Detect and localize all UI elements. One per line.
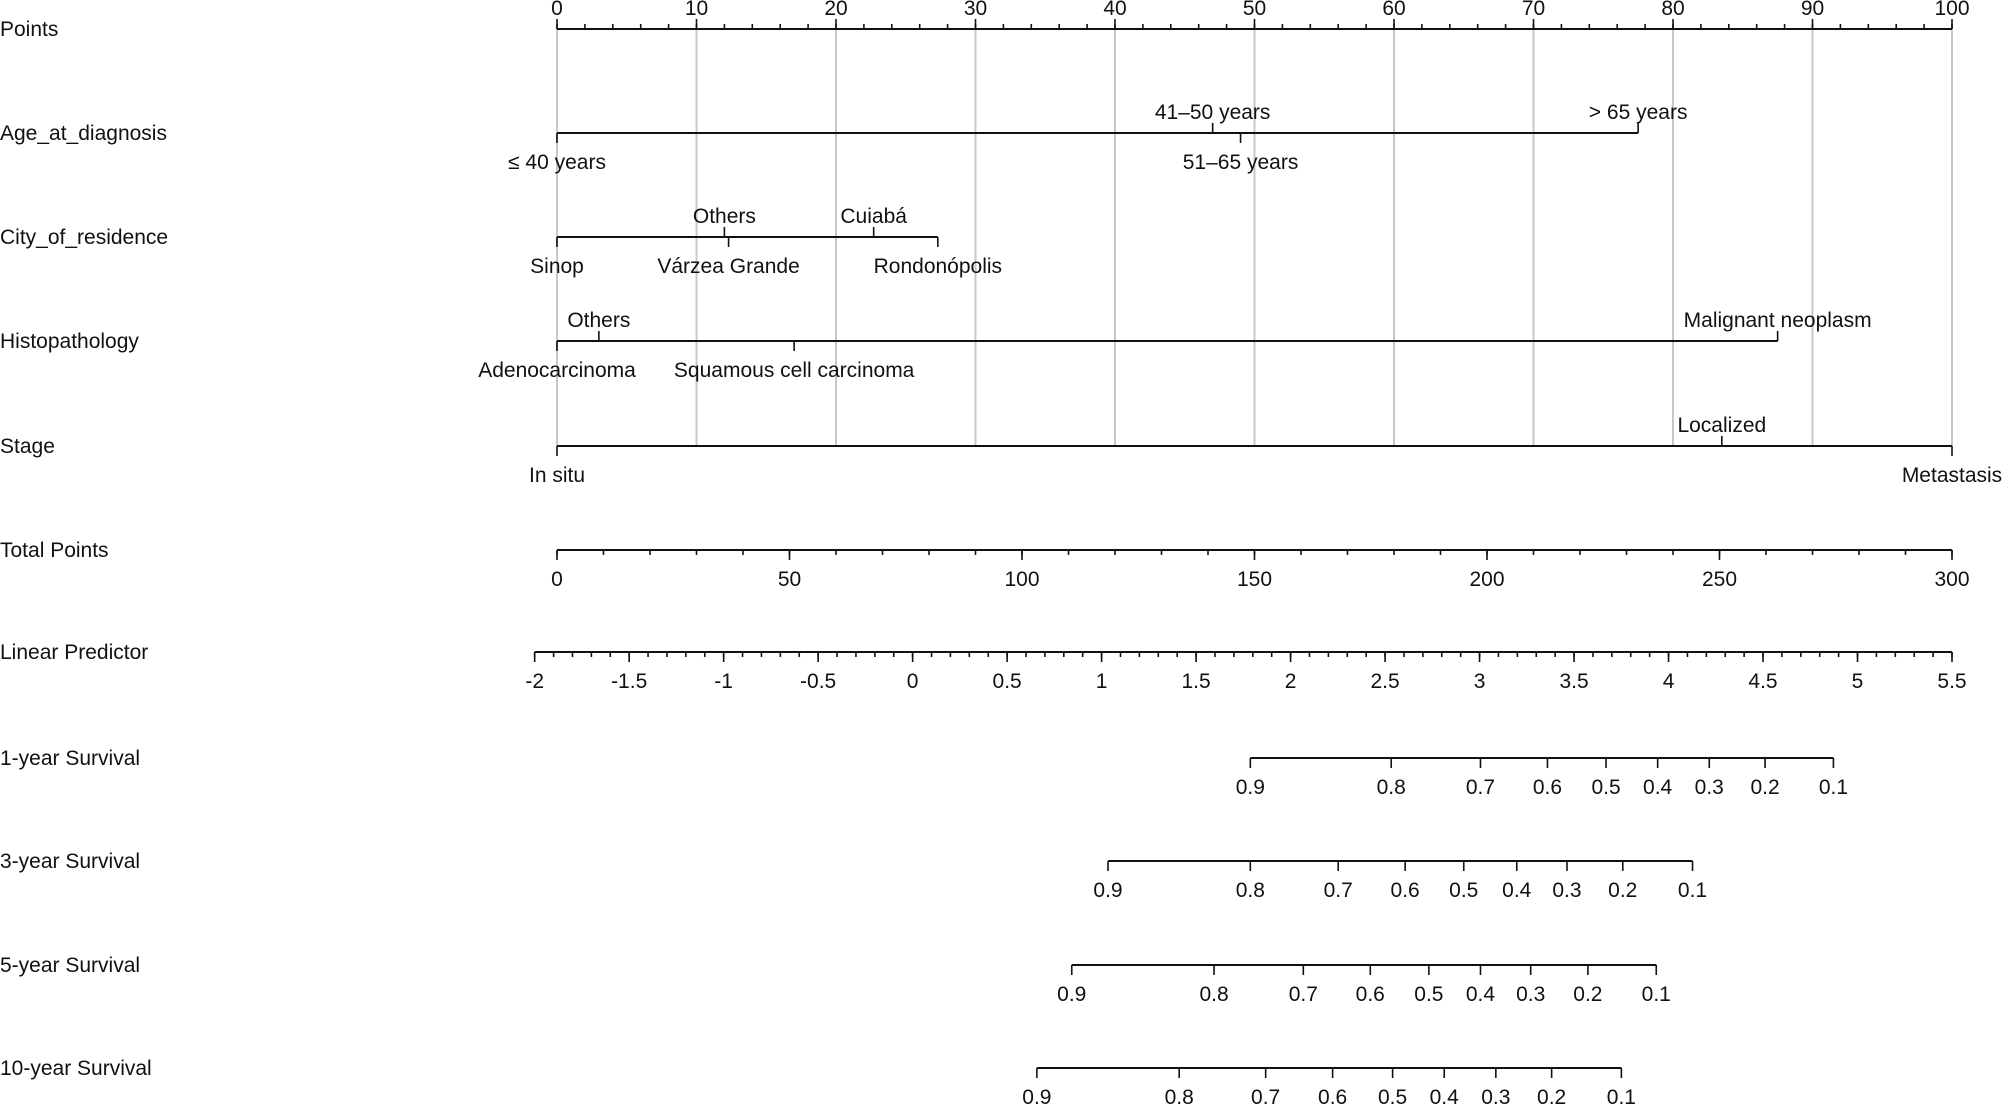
row-label: Total Points	[0, 539, 109, 562]
row-stage	[0, 414, 2002, 487]
level-label: Adenocarcinoma	[478, 359, 636, 382]
survival-label: 0.9	[1235, 776, 1265, 799]
row-label: City_of_residence	[0, 226, 169, 249]
survival-label: 0.9	[1057, 983, 1087, 1006]
tick-label: 50	[1242, 0, 1267, 20]
survival-label: 0.6	[1318, 1086, 1348, 1105]
survival-label: 0.6	[1532, 776, 1563, 799]
level-label: Squamous cell carcinoma	[673, 359, 915, 382]
survival-label: 0.3	[1552, 879, 1582, 902]
tick-label: 20	[824, 0, 848, 20]
tick-label: -0.5	[800, 670, 837, 693]
survival-label: 0.3	[1694, 776, 1724, 799]
survival-label: 0.2	[1750, 776, 1780, 799]
level-label: Metastasis	[1901, 464, 2003, 487]
row-1-year-survival	[0, 747, 1848, 799]
row-label: Linear Predictor	[0, 641, 149, 664]
tick-label: 90	[1800, 0, 1825, 20]
survival-label: 0.9	[1022, 1086, 1052, 1105]
survival-label: 0.3	[1481, 1086, 1511, 1105]
row-5-year-survival	[0, 954, 1671, 1006]
survival-label: 0.4	[1429, 1086, 1459, 1105]
tick-label: 0	[551, 0, 563, 20]
tick-label: 40	[1103, 0, 1127, 20]
survival-label: 0.8	[1376, 776, 1406, 799]
level-label: Várzea Grande	[657, 255, 800, 278]
tick-label: 0	[551, 568, 563, 591]
row-points	[0, 0, 1970, 41]
survival-label: 0.6	[1390, 879, 1420, 902]
tick-label: 4	[1662, 670, 1675, 693]
row-linear-predictor	[0, 641, 1967, 693]
survival-label: 0.1	[1677, 879, 1708, 902]
tick-label: -1	[714, 670, 733, 693]
level-label: > 65 years	[1588, 101, 1688, 124]
row-label: 1-year Survival	[0, 747, 141, 770]
survival-label: 0.2	[1537, 1086, 1567, 1105]
survival-label: 0.1	[1641, 983, 1671, 1006]
level-label: In situ	[528, 464, 586, 487]
tick-label: 150	[1236, 568, 1273, 591]
tick-label: 50	[777, 568, 802, 591]
row-age-at-diagnosis	[0, 101, 1687, 174]
survival-label: 0.7	[1323, 879, 1353, 902]
survival-label: 0.3	[1516, 983, 1546, 1006]
survival-label: 0.1	[1818, 776, 1849, 799]
tick-label: 3	[1473, 670, 1486, 693]
survival-label: 0.5	[1378, 1086, 1408, 1105]
tick-label: 1.5	[1181, 670, 1211, 693]
tick-label: 80	[1661, 0, 1685, 20]
row-label: Stage	[0, 435, 55, 458]
tick-label: 3.5	[1559, 670, 1589, 693]
survival-label: 0.4	[1643, 776, 1673, 799]
level-label: Others	[692, 205, 756, 228]
tick-label: 0	[906, 670, 919, 693]
tick-label: 5.5	[1937, 670, 1967, 693]
row-label: Points	[0, 18, 59, 41]
tick-label: 10	[684, 0, 709, 20]
row-histopathology	[0, 309, 1872, 382]
tick-label: 300	[1934, 568, 1970, 591]
row-label: Histopathology	[0, 330, 139, 353]
level-label: 51–65 years	[1182, 151, 1299, 174]
tick-label: 30	[963, 0, 988, 20]
row-label: 3-year Survival	[0, 850, 141, 873]
tick-label: 60	[1382, 0, 1406, 20]
tick-label: 0.5	[992, 670, 1022, 693]
level-label: Cuiabá	[840, 205, 907, 228]
tick-label: 2	[1284, 670, 1297, 693]
survival-label: 0.8	[1235, 879, 1265, 902]
tick-label: 2.5	[1370, 670, 1400, 693]
survival-label: 0.5	[1449, 879, 1479, 902]
survival-label: 0.2	[1573, 983, 1603, 1006]
tick-label: 100	[1004, 568, 1040, 591]
survival-label: 0.9	[1093, 879, 1123, 902]
row-label: 5-year Survival	[0, 954, 141, 977]
tick-label: -1.5	[611, 670, 648, 693]
survival-label: 0.1	[1606, 1086, 1636, 1105]
row-10-year-survival	[0, 1057, 1636, 1105]
tick-label: 100	[1934, 0, 1970, 20]
survival-label: 0.7	[1251, 1086, 1281, 1105]
survival-label: 0.6	[1355, 983, 1385, 1006]
row-3-year-survival	[0, 850, 1707, 902]
survival-label: 0.5	[1591, 776, 1621, 799]
tick-label: -2	[525, 670, 545, 693]
survival-label: 0.7	[1288, 983, 1318, 1006]
level-label: Rondonópolis	[873, 255, 1003, 278]
survival-label: 0.5	[1414, 983, 1444, 1006]
level-label: Localized	[1677, 414, 1767, 437]
level-label: 41–50 years	[1154, 101, 1271, 124]
tick-label: 250	[1701, 568, 1738, 591]
level-label: Others	[567, 309, 631, 332]
tick-label: 5	[1851, 670, 1864, 693]
row-label: 10-year Survival	[0, 1057, 152, 1080]
level-label: Sinop	[530, 255, 584, 278]
survival-label: 0.2	[1608, 879, 1638, 902]
level-label: ≤ 40 years	[508, 151, 606, 174]
survival-label: 0.4	[1465, 983, 1496, 1006]
level-label: Malignant neoplasm	[1683, 309, 1872, 332]
row-city-of-residence	[0, 205, 1002, 278]
tick-label: 4.5	[1748, 670, 1778, 693]
tick-label: 70	[1521, 0, 1546, 20]
survival-label: 0.4	[1502, 879, 1532, 902]
row-total-points	[0, 539, 1970, 591]
row-label: Age_at_diagnosis	[0, 122, 167, 145]
survival-label: 0.8	[1199, 983, 1229, 1006]
tick-label: 1	[1095, 670, 1108, 693]
survival-label: 0.8	[1164, 1086, 1194, 1105]
tick-label: 200	[1469, 568, 1505, 591]
survival-label: 0.7	[1465, 776, 1496, 799]
